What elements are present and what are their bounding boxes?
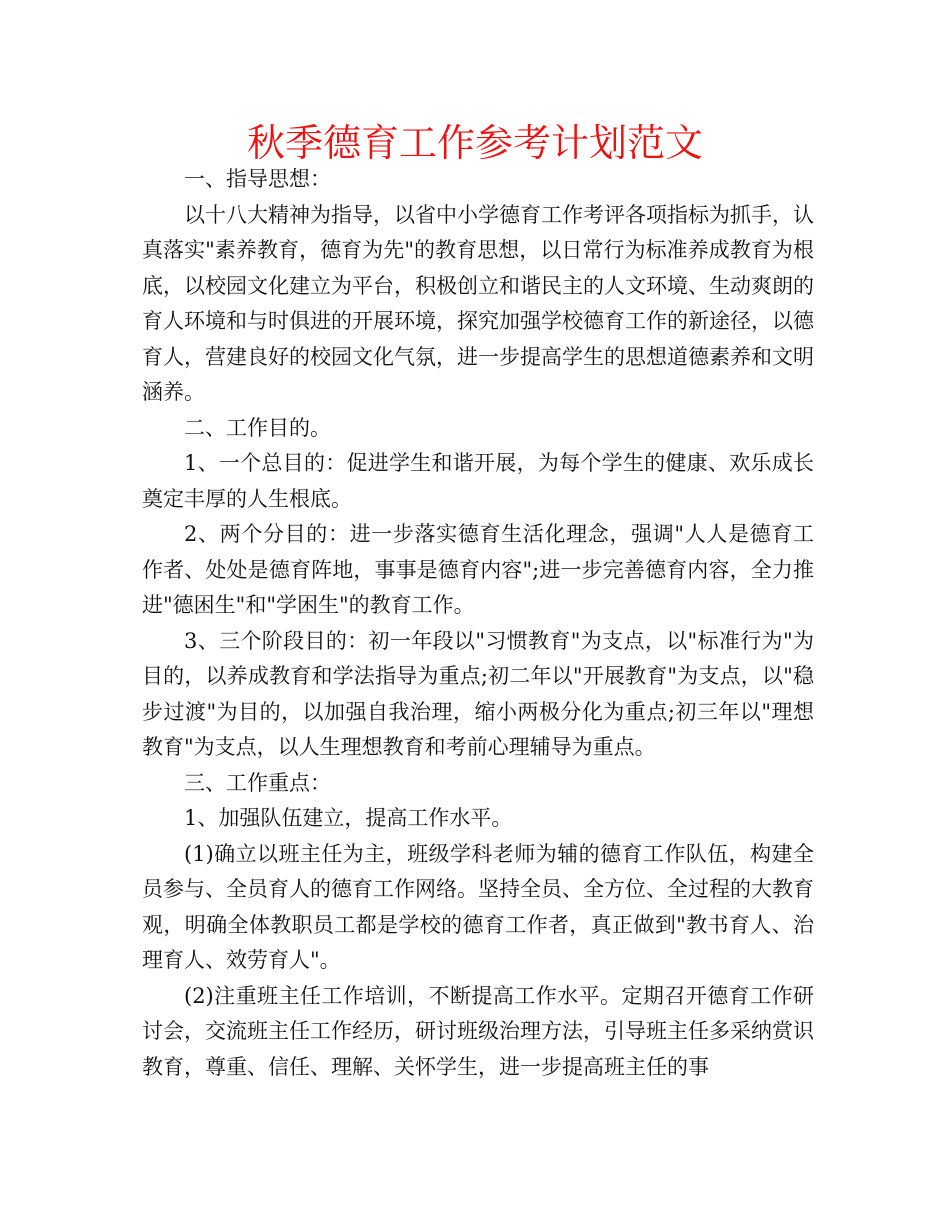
paragraph-team-building-item-1: (1)确立以班主任为主，班级学科老师为辅的德育工作队伍，构建全员参与、全员育人的德育工作网络。坚持全员、全方位、全过程的大教育观，明确全体教职员工都是学校的德育工作者，真正做到"教书育人、治理育人、效劳育人"。 [142, 841, 814, 972]
paragraph-stage-goals: 3、三个阶段目的：初一年段以"习惯教育"为支点，以"标准行为"为目的，以养成教育和学法指导为重点;初二年以"开展教育"为支点，以"稳步过渡"为目的，以加强自我治理，缩小两极分化为重点;初三年以"理想教育"为支点，以人生理想教育和考前心理辅导为重点。 [142, 628, 814, 759]
paragraph-work-goals-heading: 二、工作目的。 [184, 415, 331, 440]
paragraph-overall-goal: 1、一个总目的：促进学生和谐开展，为每个学生的健康、欢乐成长奠定丰厚的人生根底。 [142, 451, 814, 511]
paragraph-sub-goals: 2、两个分目的：进一步落实德育生活化理念，强调"人人是德育工作者、处处是德育阵地，事事是德育内容";进一步完善德育内容，全力推进"德困生"和"学困生"的教育工作。 [142, 522, 814, 617]
document-title: 秋季德育工作参考计划范文 [246, 121, 703, 165]
paragraph-team-building-item-2: (2)注重班主任工作培训，不断提高工作水平。定期召开德育工作研讨会，交流班主任工作经历，研讨班级治理方法，引导班主任多采纳赏识教育，尊重、信任、理解、关怀学生，进一步提高班主任的事 [142, 983, 814, 1079]
paragraph-guiding-ideology-heading: 一、指导思想： [184, 167, 331, 191]
document-body [142, 162, 814, 1085]
paragraph-work-focus-heading: 三、工作重点： [184, 770, 331, 795]
paragraph-guiding-ideology: 以十八大精神为指导，以省中小学德育工作考评各项指标为抓手，认真落实"素养教育，德育为先"的教育思想，以日常行为标准养成教育为根底，以校园文化建立为平台，积极创立和谐民主的人文环境、生动爽朗的育人环境和与时俱进的开展环境，探究加强学校德育工作的新途径，以德育人，营建良好的校园文化气氛，进一步提高学生的思想道德素养和文明涵养。 [142, 202, 814, 404]
paragraph-team-building: 1、加强队伍建立，提高工作水平。 [184, 806, 513, 830]
